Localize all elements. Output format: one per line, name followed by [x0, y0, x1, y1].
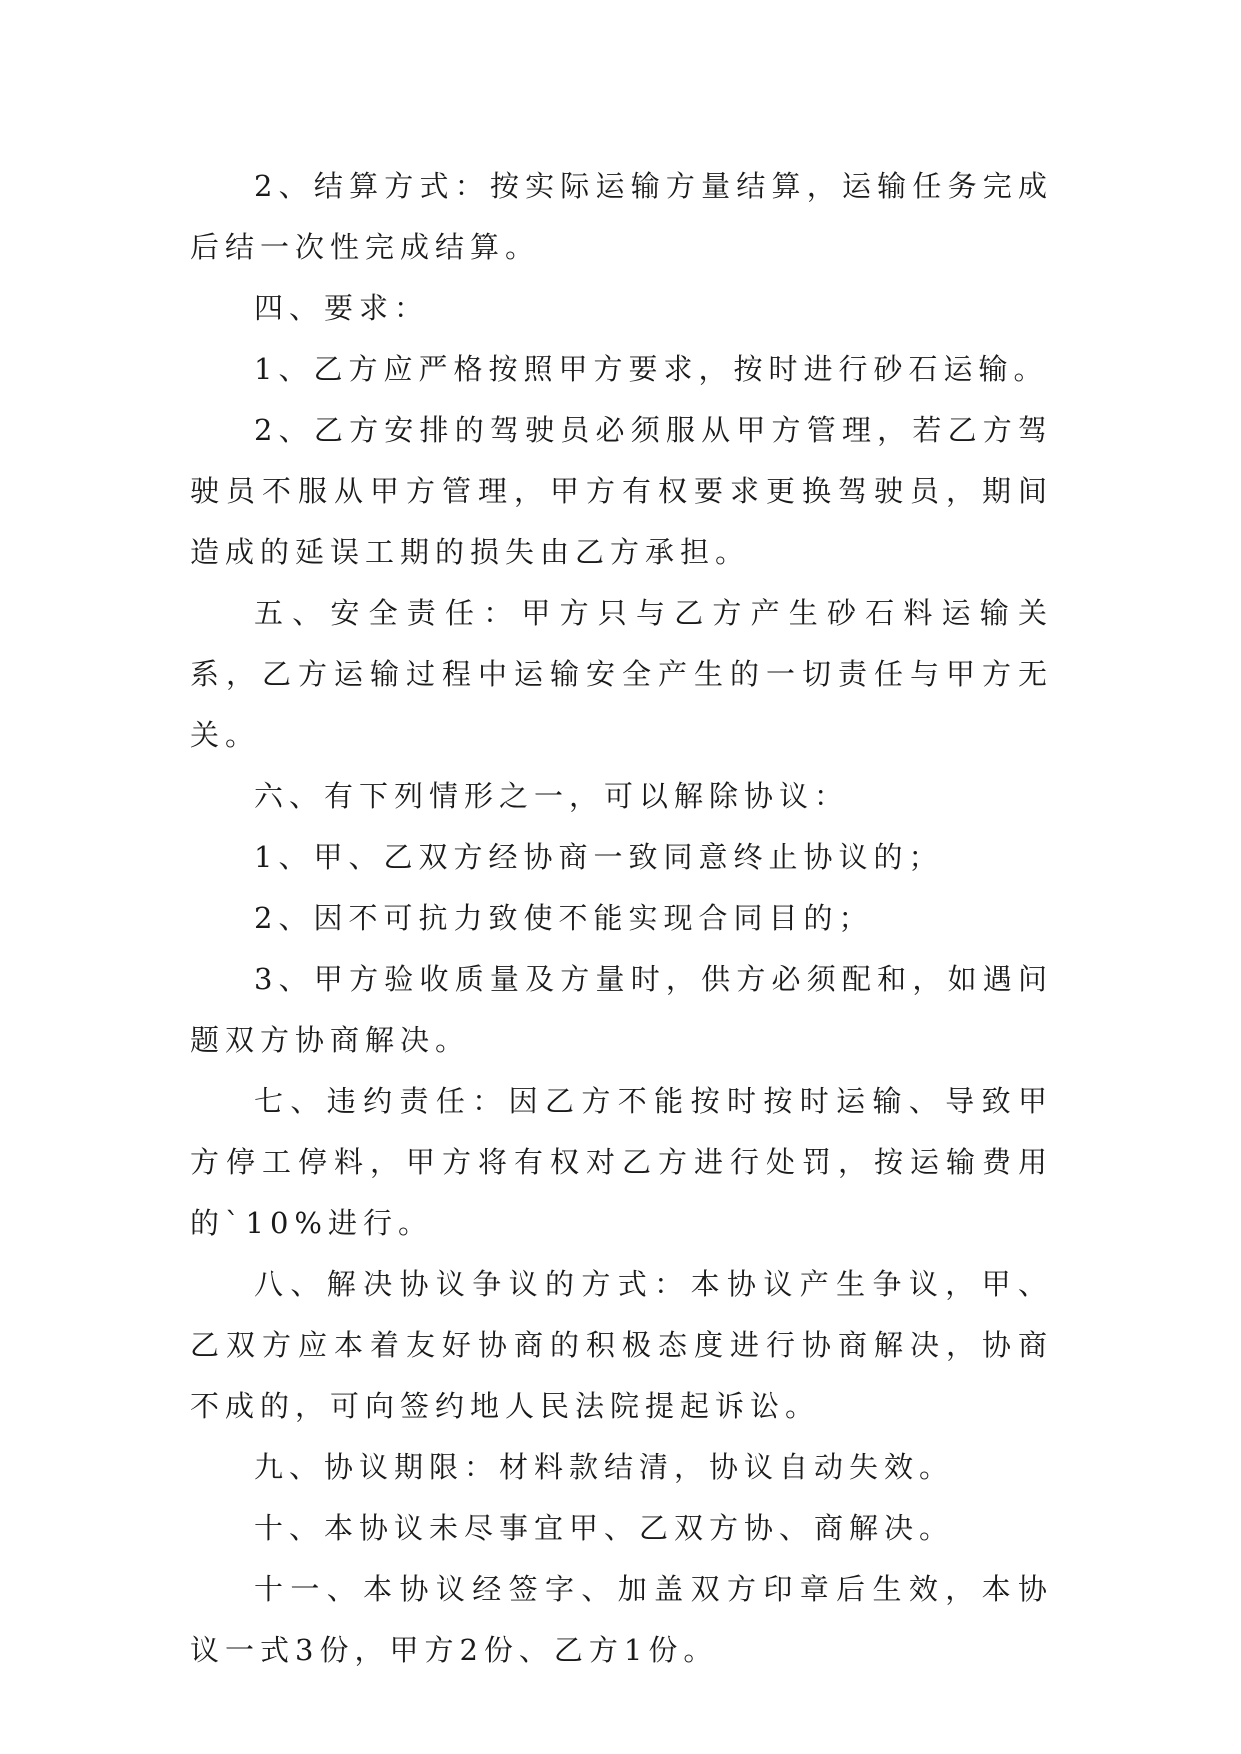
paragraph-settlement-method: 2、结算方式：按实际运输方量结算，运输任务完成后结一次性完成结算。	[190, 169, 1053, 264]
section-heading-requirements: 四、要求：	[254, 291, 430, 325]
paragraph-effectiveness: 十一、本协议经签字、加盖双方印章后生效，本协议一式3份，甲方2份、乙方1份。	[190, 1572, 1053, 1667]
paragraph-breach-liability: 七、违约责任：因乙方不能按时按时运输、导致甲方停工停料，甲方将有权对乙方进行处罚，按运输费用的`10%进行。	[190, 1084, 1053, 1240]
paragraph-requirement-2: 2、乙方安排的驾驶员必须服从甲方管理，若乙方驾驶员不服从甲方管理，甲方有权要求更换驾驶员，期间造成的延误工期的损失由乙方承担。	[190, 413, 1053, 569]
document-body	[190, 156, 1053, 1681]
paragraph-termination-3: 3、甲方验收质量及方量时，供方必须配和，如遇问题双方协商解决。	[190, 962, 1053, 1057]
paragraph-safety-responsibility: 五、安全责任：甲方只与乙方产生砂石料运输关系，乙方运输过程中运输安全产生的一切责任与甲方无关。	[190, 596, 1053, 752]
paragraph-agreement-term: 九、协议期限：材料款结清，协议自动失效。	[254, 1450, 955, 1484]
section-heading-termination: 六、有下列情形之一，可以解除协议：	[254, 779, 850, 813]
paragraph-unresolved-matters: 十、本协议未尽事宜甲、乙双方协、商解决。	[254, 1511, 955, 1545]
paragraph-termination-2: 2、因不可抗力致使不能实现合同目的；	[254, 901, 874, 935]
paragraph-dispute-resolution: 八、解决协议争议的方式：本协议产生争议，甲、乙双方应本着友好协商的积极态度进行协商解决，协商不成的，可向签约地人民法院提起诉讼。	[190, 1267, 1053, 1423]
paragraph-requirement-1: 1、乙方应严格按照甲方要求，按时进行砂石运输。	[254, 352, 1049, 386]
paragraph-termination-1: 1、甲、乙双方经协商一致同意终止协议的；	[254, 840, 944, 874]
